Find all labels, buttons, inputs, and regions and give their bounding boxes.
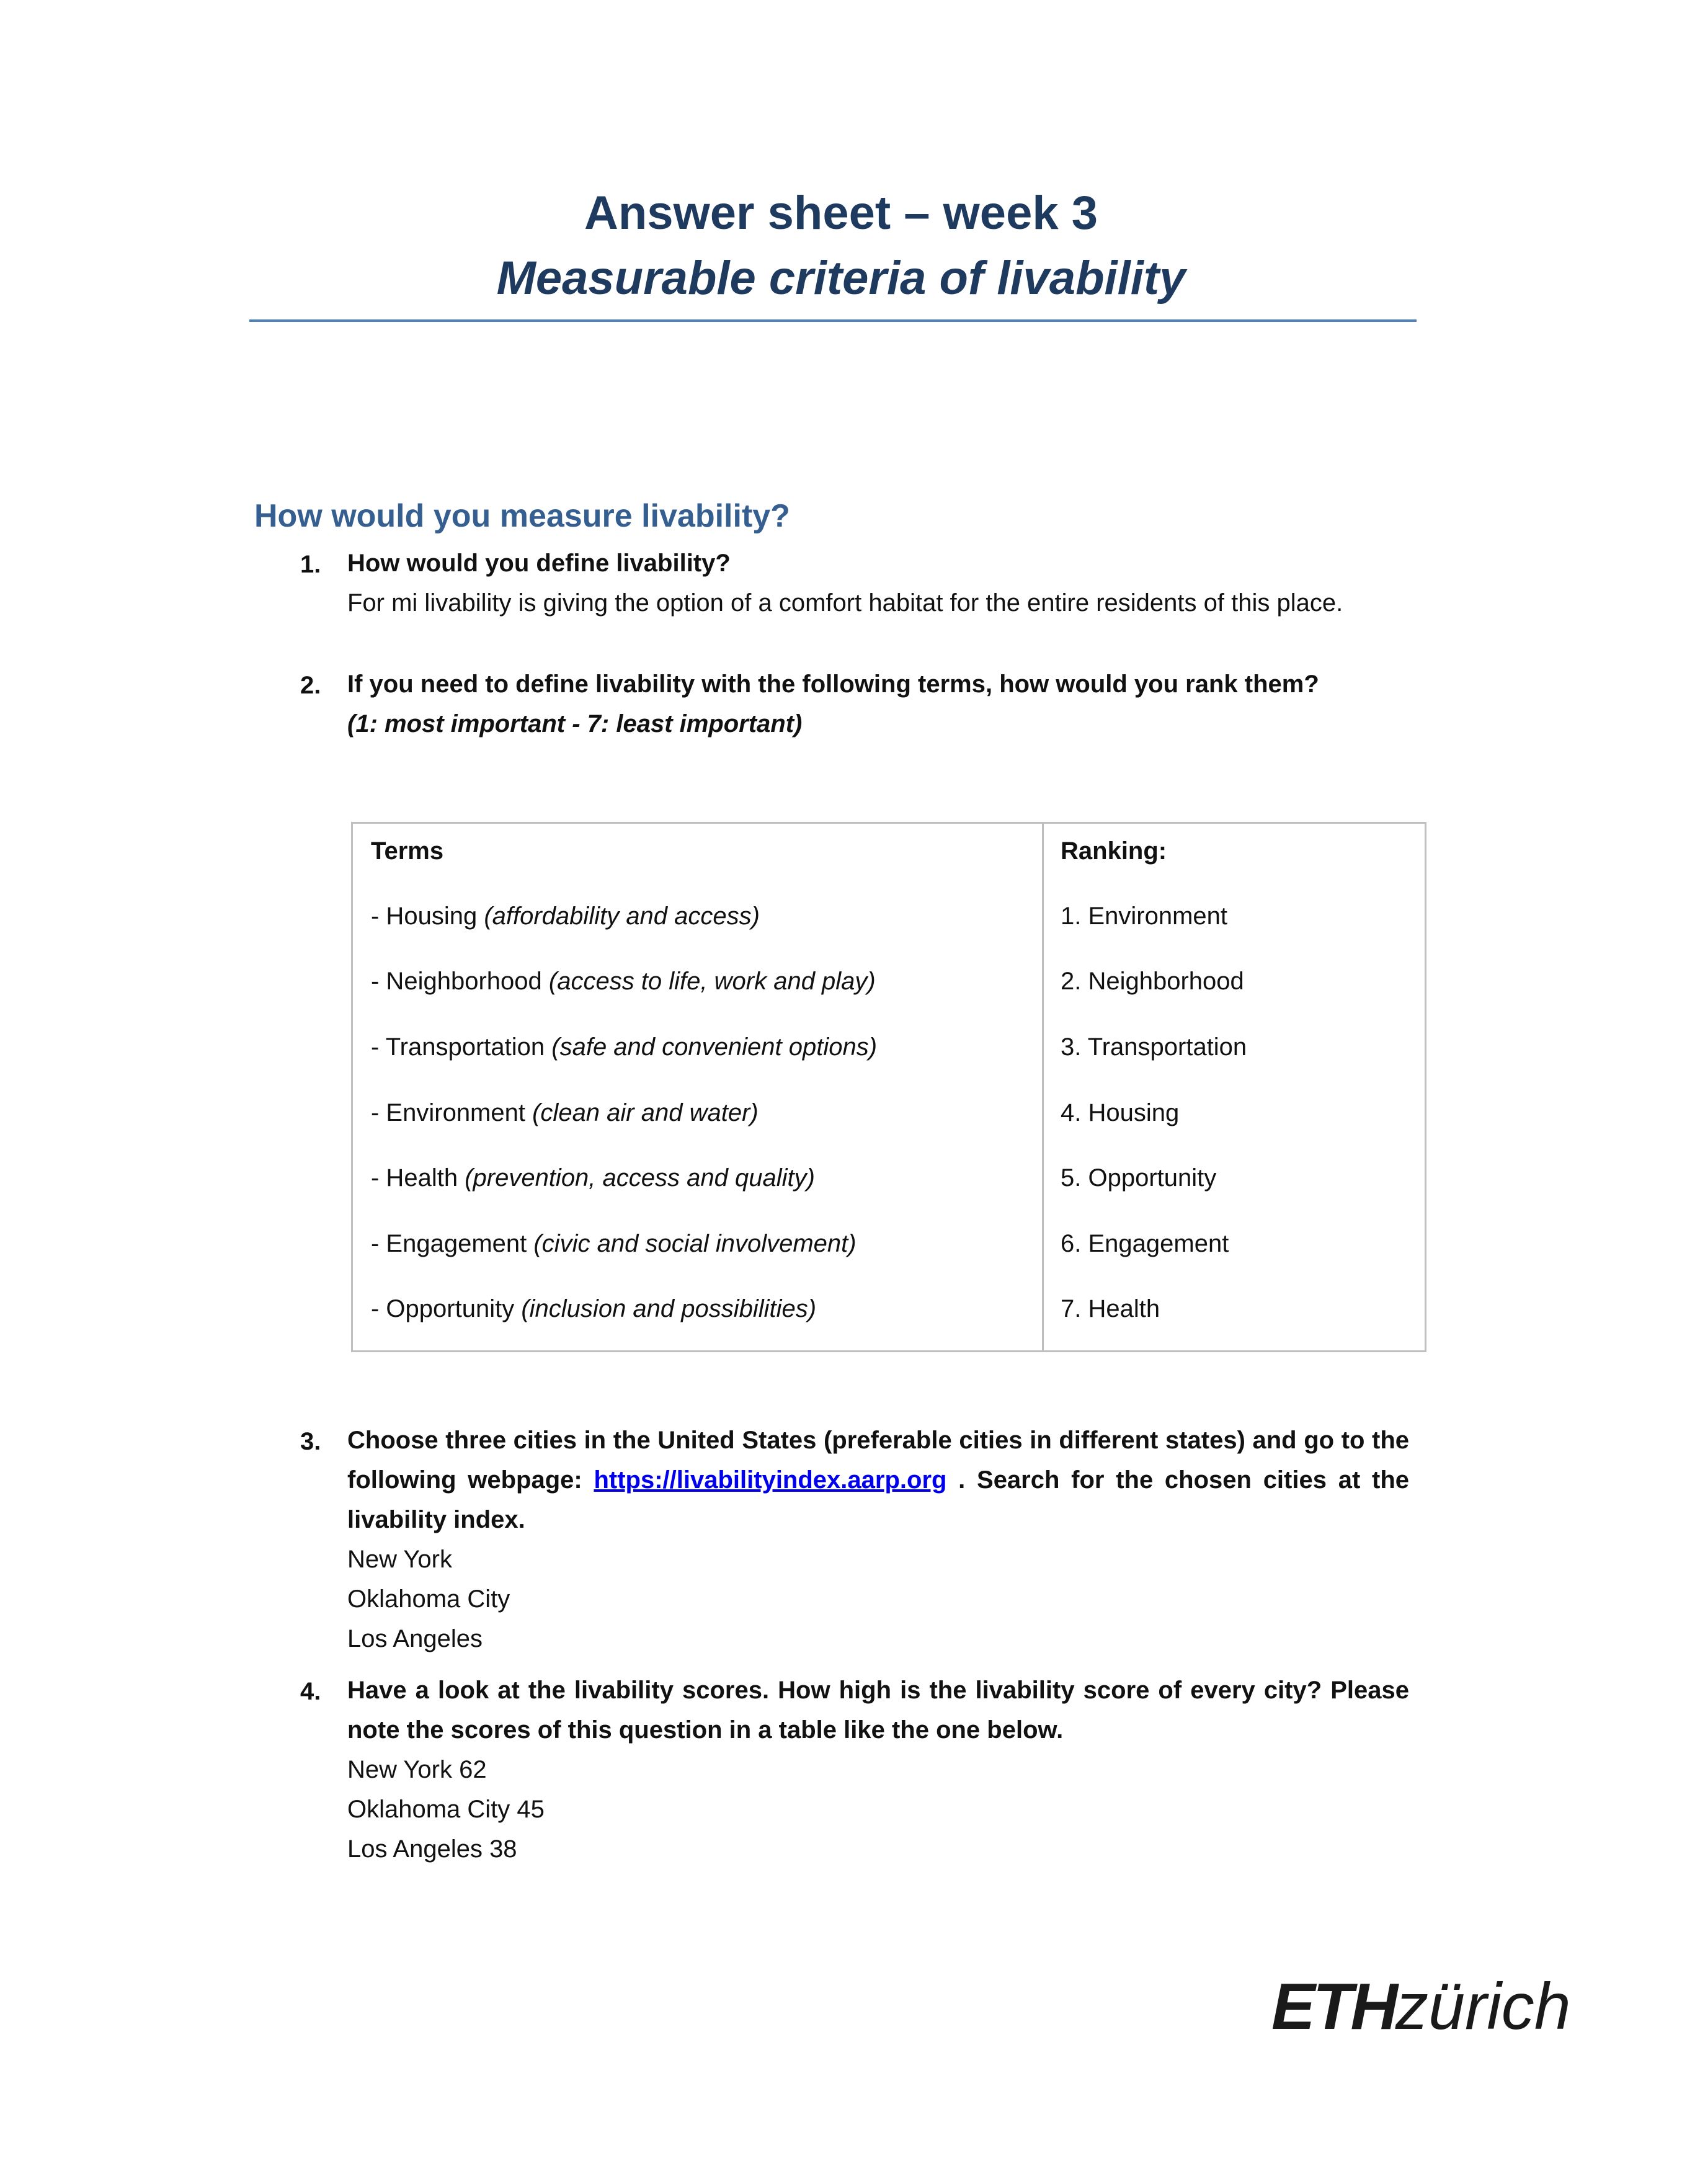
q1-answer: For mi livability is giving the option of a comfort habitat for the entire residents of this place.	[347, 589, 1343, 617]
table-column-divider	[1042, 822, 1044, 1352]
eth-zurich-logo	[1271, 1969, 1571, 2043]
q4-answer-score: New York 62	[347, 1756, 487, 1783]
q4-question: Have a look at the livability scores. How high is the livability score of every city? Please note the scores of this question in a table like the one below.	[347, 1677, 1409, 1744]
q2-question: If you need to define livability with the following terms, how would you rank them?	[347, 671, 1319, 698]
ranking-item: 5. Opportunity	[1061, 1164, 1217, 1192]
ranking-item: 4. Housing	[1061, 1099, 1180, 1126]
ranking-table	[351, 822, 1426, 1352]
title-divider	[249, 319, 1417, 322]
livability-index-link[interactable]: https://livabilityindex.aarp.org	[594, 1466, 947, 1494]
ranking-item: 2. Neighborhood	[1061, 968, 1244, 995]
terms-header: Terms	[371, 837, 444, 865]
q3-answer-city: New York	[347, 1546, 452, 1573]
q3-number: 3.	[300, 1428, 321, 1455]
logo-zurich-text: zürich	[1395, 1970, 1571, 2043]
q3-answer-city: Oklahoma City	[347, 1585, 510, 1613]
ranking-header: Ranking:	[1061, 837, 1167, 865]
section-heading: How would you measure livability?	[254, 498, 790, 534]
q3-answer-city: Los Angeles	[347, 1625, 483, 1652]
q3-block	[347, 1420, 1409, 1659]
page-title: Answer sheet – week 3	[584, 187, 1098, 239]
term-row: - Environment (clean air and water)	[371, 1099, 759, 1126]
logo-eth-text: ETH	[1271, 1970, 1395, 2043]
q3-question: Choose three cities in the United States (preferable cities in different states) and go to the following webpage: https://livabilityindex.aarp.org . Search for the chosen cities at the livability index.	[347, 1427, 1409, 1533]
ranking-item: 6. Engagement	[1061, 1230, 1229, 1257]
term-row: - Health (prevention, access and quality)	[371, 1164, 815, 1192]
q2-note: (1: most important - 7: least important)	[347, 710, 803, 738]
q4-block	[347, 1670, 1409, 1869]
term-row: - Engagement (civic and social involvement)	[371, 1230, 857, 1257]
ranking-item: 1. Environment	[1061, 903, 1228, 930]
page-subtitle: Measurable criteria of livability	[496, 252, 1186, 305]
q4-answer-score: Oklahoma City 45	[347, 1796, 545, 1823]
ranking-item: 3. Transportation	[1061, 1033, 1247, 1061]
term-row: - Transportation (safe and convenient options)	[371, 1033, 878, 1061]
q1-question: How would you define livability?	[347, 550, 731, 577]
q2-number: 2.	[300, 672, 321, 699]
ranking-item: 7. Health	[1061, 1295, 1160, 1322]
term-row: - Housing (affordability and access)	[371, 903, 760, 930]
q1-number: 1.	[300, 551, 321, 578]
term-row: - Neighborhood (access to life, work and play)	[371, 968, 876, 995]
term-row: - Opportunity (inclusion and possibilities)	[371, 1295, 817, 1322]
q4-answer-score: Los Angeles 38	[347, 1835, 517, 1863]
q4-number: 4.	[300, 1678, 321, 1705]
